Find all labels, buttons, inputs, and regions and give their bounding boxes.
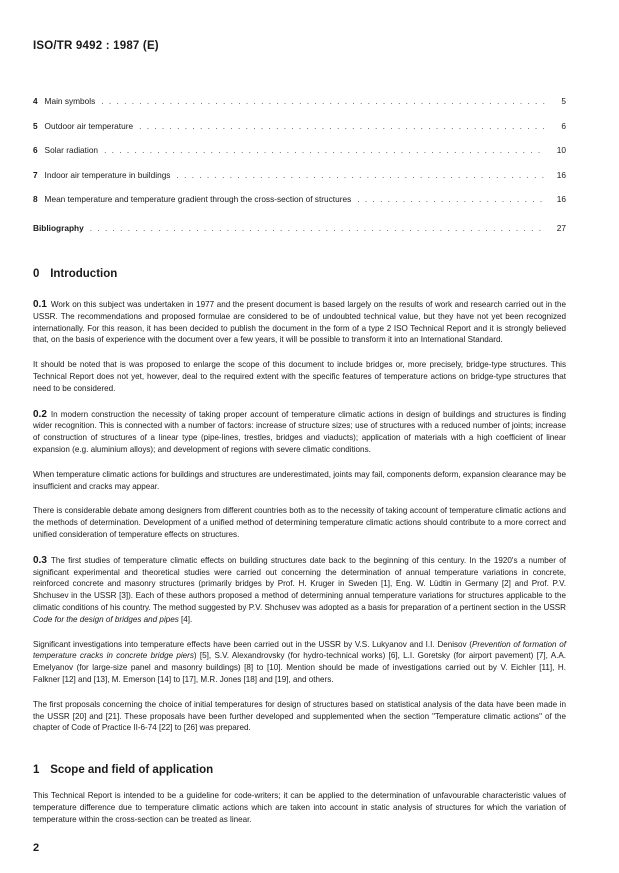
section-number: 1 [33,764,40,776]
paragraph: This Technical Report is intended to be a guideline for code-writers; it can be applied to the determination of unfavourable characteristic values of temperature difference due to temperature climatic actions which are taken into account in static analysis of structures for which the variation of temperature within the cross-section can be treated as linear. [33,791,566,824]
toc-entry[interactable] [33,145,566,170]
toc-entry[interactable] [33,170,566,195]
toc-entry-title: Mean temperature and temperature gradient through the cross-section of structures [44,194,352,204]
paragraph-text: Work on this subject was undertaken in 1977 and the present document is based largely on the results of work and research carried out in the USSR. The recommendations and proposed formulae are considered to be of undoubted technical value, but they have not yet been recognized internationally. For this reason, it has been decided to publish the document in the form of a type 2 ISO Technical Report and it is strongly believed that, on the basis of experience with the document over a few years, it will be possible to transform it into an International Standard. [33,300,566,345]
section-title: Introduction [50,268,118,280]
clause-number: 0.3 [33,554,47,566]
section-number: 0 [33,268,40,280]
italic-title: Prevention of formation of temperature cracks in concrete bridge piers [33,639,566,661]
toc-entry-number: 7 [33,169,38,180]
toc-entry-title: Outdoor air temperature [44,120,134,131]
scope-section [33,764,566,825]
clause-number: 0.1 [33,299,47,310]
toc-entry-bibliography[interactable] [33,223,566,248]
toc-entry-title: Indoor air temperature in buildings [44,169,171,180]
toc-entry-page: 16 [556,194,566,204]
toc-entry-number: 8 [33,194,38,204]
paragraph-text: ) [5], S.V. Alexandrovsky (for hydro-technical works) [6], L.I. Goretsky (for airport pavement) [7], A.A. Emelyanov (for large-size panel and masonry buildings) [8] to [10]. Mention should be made of investigations carried out by V. Eichler [11], H. Falkner [12] and [13], M. Emerson [14] to [17], M.R. Jones [18] and [19], and others. [33,651,566,684]
toc-leader-dots [104,145,546,155]
paragraph: When temperature climatic actions for buildings and structures are underestimated, joints may fail, components deform, expansion clearance may be insufficient and cracks may appear. [33,469,566,491]
toc-entry-page: 10 [556,145,566,155]
toc-leader-dots [176,170,546,180]
toc-entry-page: 16 [556,169,566,180]
paragraph [33,639,566,686]
toc-entry-page: 6 [561,120,566,131]
toc-entry-page: 5 [561,96,566,106]
toc-leader-dots [139,121,546,131]
introduction-section [33,268,566,734]
toc-entry-title: Bibliography [33,222,84,233]
section-heading [33,764,566,776]
paragraph [33,555,566,626]
toc-entry[interactable] [33,194,566,219]
paragraph-text: The first studies of temperature climatic effects on building structures date back to the beginning of this century. In the 1920's a number of significant experimental and theoretical studies were carried out concerning the determination of annual temperature variations in concrete, reinforced concrete and masonry structures (primarily bridges by Prof. H. Kruger in Sweden [1], Eng. W. Lüdtin in Germany [2] and Prof. P.V. Shchusev in the USSR [3]). Each of these authors proposed a method of determining annual temperature variations for structures applicable to the climatic conditions of his country. The method suggested by P.V. Shchusev was adopted as a basis for preparation of a pertinent section in the USSR [33,555,566,612]
toc-entry-title: Main symbols [44,96,96,106]
page-number: 2 [33,842,40,854]
paragraph-text: In modern construction the necessity of taking proper account of temperature climatic actions in design of buildings and structures is finding wider recognition. This is connected with a number of factors: increase of structure sizes; use of structures with a reduced number of joints; increase of construction of structures of a linear type (pipe-lines, trestles, bridges and viaducts); application of materials with a high coefficient of linear expansion (e.g. aluminium alloys); and development of regions with severe climatic conditions. [33,409,566,454]
paragraph [33,299,566,346]
toc-entry-page: 27 [556,222,566,233]
toc-entry[interactable] [33,121,566,146]
section-title: Scope and field of application [50,764,214,776]
document-header: ISO/TR 9492 : 1987 (E) [33,40,159,52]
toc-leader-dots [357,194,546,204]
toc-entry-number: 6 [33,145,38,155]
italic-title: Code for the design of bridges and pipes [33,614,179,624]
toc-entry-title: Solar radiation [44,145,99,155]
toc-entry-number: 4 [33,96,38,106]
paragraph-text: Significant investigations into temperature effects have been carried out in the USSR by V.S. Lukyanov and I.I. Denisov ( [33,639,472,649]
paragraph [33,409,566,456]
toc-entry[interactable] [33,96,566,121]
toc-entry-number: 5 [33,120,38,131]
paragraph: It should be noted that is was proposed to enlarge the scope of this document to include bridges or, more precisely, bridge-type structures. This Technical Report does not yet, however, deal to the required extent with the specific features of temperature actions on bridge-type structures that need to be considered. [33,360,566,393]
paragraph: The first proposals concerning the choice of initial temperatures for design of structures based on statistical analysis of the data have been made in the USSR [20] and [21]. These proposals have been further developed and supplemented when the section "Temperature climatic actions" of the chapter of Code of Practice II-6-74 [22] to [26] was prepared. [33,699,566,733]
table-of-contents [33,96,566,247]
section-heading [33,268,566,280]
paragraph-text: [4]. [178,614,193,624]
toc-leader-dots [101,96,546,106]
paragraph: There is considerable debate among designers from different countries both as to the necessity of taking account of temperature climatic actions and the methods of determination. Development of a unified method of determining temperature climatic actions should contribute to a more correct and unified consideration of temperature effects on structures. [33,506,566,539]
clause-number: 0.2 [33,408,47,420]
toc-leader-dots [90,223,546,233]
